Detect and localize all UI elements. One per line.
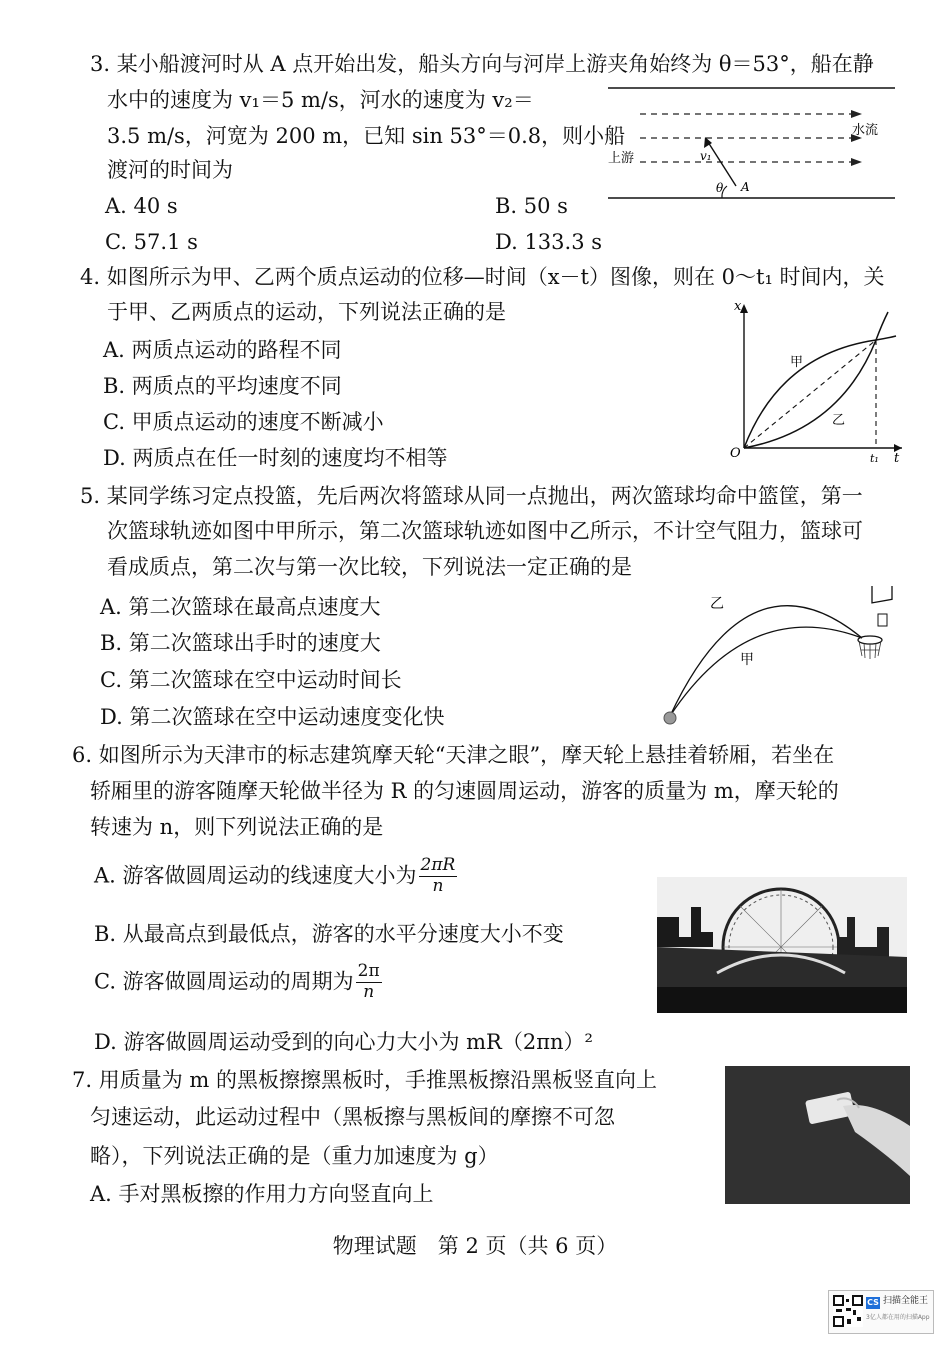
label-v1: v₁ [700,149,712,163]
page-footer: 物理试题 第 2 页（共 6 页） [332,1234,618,1258]
label-upstream: 上游 [608,151,635,166]
q3-option-d: D. 133.3 s [495,230,603,254]
q6-option-b: B. 从最高点到最低点，游客的水平分速度大小不变 [94,922,564,946]
scanner-brand: 扫描全能王 [883,1296,929,1306]
velocity-v1-arrow [708,142,736,186]
trajectory-jia [670,627,862,716]
q7-stem-line-1: 7. 用质量为 m 的黑板擦擦黑板时，手推黑板擦沿黑板竖直向上 [72,1068,657,1092]
label-t: t [894,451,900,466]
q7-stem-line-3: 略），下列说法正确的是（重力加速度为 g） [90,1144,499,1168]
backboard-icon [872,586,892,603]
curve-jia [744,336,896,448]
q4-option-c: C. 甲质点运动的速度不断减小 [103,410,384,434]
q6-option-c-fraction [356,962,382,1002]
q6-option-d: D. 游客做圆周运动受到的向心力大小为 mR（2πn）² [94,1030,593,1054]
fraction-numerator: 2π [357,961,380,981]
label-theta: θ [716,181,724,195]
q6-stem-line-1: 6. 如图所示为天津市的标志建筑摩天轮“天津之眼”，摩天轮上悬挂着轿厢，若坐在 [72,743,835,767]
ferris-wheel-illustration [657,877,907,1013]
q6-stem-line-3: 转速为 n，则下列说法正确的是 [90,815,384,839]
label-jia: 甲 [740,652,754,668]
label-origin: O [730,446,741,461]
label-jia: 甲 [790,355,804,370]
q5-stem-line-3: 看成质点，第二次与第一次比较，下列说法一定正确的是 [107,555,632,579]
q6-option-a-fraction [419,856,458,896]
curve-yi [744,312,888,448]
q3-river-diagram [600,82,900,204]
fraction-denominator: n [432,875,444,896]
q3-stem-line-3: 3.5 m/s，河宽为 200 m，已知 sin 53°＝0.8，则小船 [107,124,626,148]
scanner-tagline: 3亿人都在用的扫描App [866,1314,930,1321]
q5-option-c: C. 第二次篮球在空中运动时间长 [100,668,402,692]
scanner-watermark [828,1290,934,1334]
fraction-denominator: n [363,981,375,1002]
q3-option-a: A. 40 s [105,194,178,218]
q3-stem-line-1: 3. 某小船渡河时从 A 点开始出发，船头方向与河岸上游夹角始终为 θ＝53°，船在静 [90,52,874,76]
q5-option-d: D. 第二次篮球在空中运动速度变化快 [100,705,445,729]
water-flow-arrowheads [851,110,862,166]
scanner-logo: CS [867,1298,879,1307]
backboard-square [878,614,887,626]
q6-option-a-text: A. 游客做圆周运动的线速度大小为 [94,863,417,888]
qr-code-icon [833,1295,863,1327]
q3-stem-line-2: 水中的速度为 v₁＝5 m/s，河水的速度为 v₂＝ [107,88,534,112]
q3-stem-line-4: 渡河的时间为 [107,158,233,182]
q6-option-a [94,856,457,896]
q4-option-d: D. 两质点在任一时刻的速度均不相等 [103,446,448,470]
q4-option-a: A. 两质点运动的路程不同 [103,338,342,362]
q5-option-a: A. 第二次篮球在最高点速度大 [100,595,381,619]
q6-stem-line-2: 轿厢里的游客随摩天轮做半径为 R 的匀速圆周运动，游客的质量为 m，摩天轮的 [90,779,839,803]
label-water-flow: 水流 [852,123,879,138]
label-t1: t₁ [870,452,879,465]
q4-stem-line-2: 于甲、乙两质点的运动，下列说法正确的是 [107,300,506,324]
q3-option-b: B. 50 s [495,194,568,218]
q4-xt-graph [728,296,908,468]
fraction-numerator: 2πR [420,855,456,875]
basketball-icon [664,712,676,724]
label-yi: 乙 [710,596,724,612]
q5-stem-line-2: 次篮球轨迹如图中甲所示，第二次篮球轨迹如图中乙所示，不计空气阻力，篮球可 [107,519,863,543]
label-point-a: A [741,180,750,194]
q4-stem-line-1: 4. 如图所示为甲、乙两个质点运动的位移—时间（x－t）图像，则在 0～t₁ 时间内，关 [80,265,885,289]
blackboard-eraser-photo [725,1066,910,1204]
q4-option-b: B. 两质点的平均速度不同 [103,374,342,398]
q7-stem-line-2: 匀速运动，此运动过程中（黑板擦与黑板间的摩擦不可忽 [90,1105,615,1129]
label-x: x [734,299,742,314]
q6-option-c-text: C. 游客做圆周运动的周期为 [94,969,354,994]
trajectory-yi [670,606,862,716]
q3-option-c: C. 57.1 s [105,230,198,254]
q5-stem-line-1: 5. 某同学练习定点投篮，先后两次将篮球从同一点抛出，两次篮球均命中篮筐，第一 [80,484,863,508]
q6-option-c [94,962,382,1002]
label-yi: 乙 [832,413,846,428]
q5-basketball-diagram [650,586,905,732]
q7-option-a: A. 手对黑板擦的作用力方向竖直向上 [90,1182,434,1206]
q5-option-b: B. 第二次篮球出手时的速度大 [100,631,381,655]
ferris-wheel-photo [657,877,907,1013]
hoop-rim-icon [858,636,882,644]
chord-dashed [744,340,876,448]
water-flow-lines [640,114,852,162]
blackboard-eraser-illustration [725,1066,910,1204]
